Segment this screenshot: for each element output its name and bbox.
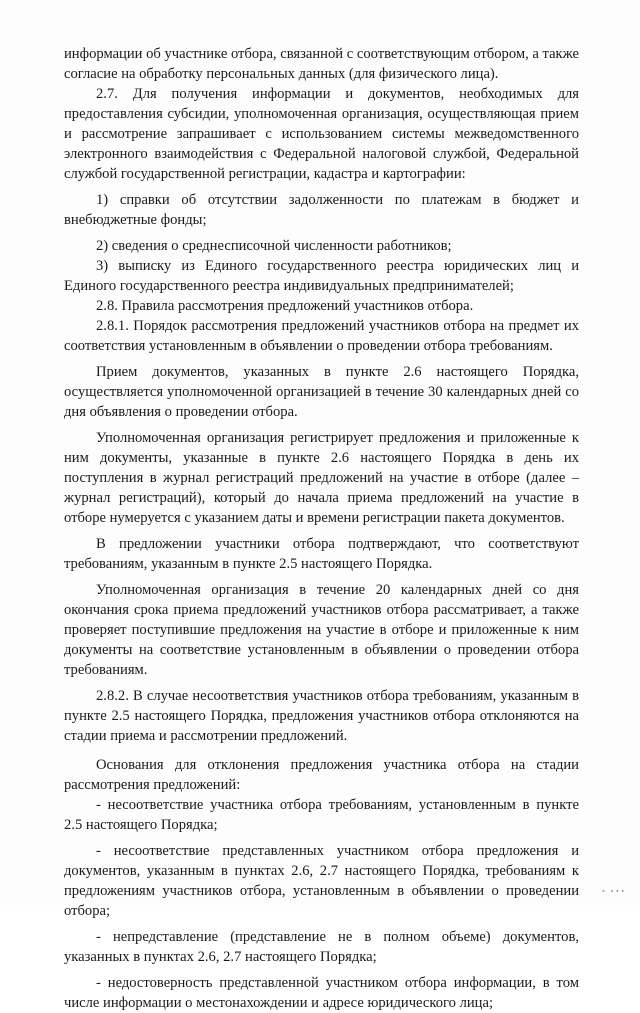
list-item-noncompliance-documents: - несоответствие представленных участником отбора предложения и документов, указанным в пунктах 2.6, 2.7 настоящего Порядка, требованиям к предложениям участников отбора, установленным в объявлении о проведении отбора; — [64, 843, 579, 919]
paragraph-rejection-grounds: Основания для отклонения предложения участника отбора на стадии рассмотрения предложений: — [64, 757, 579, 793]
paragraph-2-8: 2.8. Правила рассмотрения предложений участников отбора. — [96, 298, 474, 314]
paragraph-2-8-2: 2.8.2. В случае несоответствия участников отбора требованиям, указанным в пункте 2.5 настоящего Порядка, предложения участников отбора отклоняются на стадии приема и рассмотрении предложений. — [64, 688, 579, 744]
paragraph-review-period: Уполномоченная организация в течение 20 календарных дней со дня окончания срока приема предложений участников отбора рассматривает, а также проверяет поступившие предложения на участие в отборе и приложенные к ним документы на соответствие установленным в объявлении о проведении отбора требованиям. — [64, 582, 579, 678]
list-item-nonsubmission: - непредставление (представление не в полном объеме) документов, указанных в пунктах 2.6, 2.7 настоящего Порядка; — [64, 929, 579, 965]
scan-corner-mark: ∙ ∙∙∙ — [601, 887, 626, 895]
list-item-registry-extract: 3) выписку из Единого государственного реестра юридических лиц и Единого государственного реестра индивидуальных предпринимателей; — [64, 258, 579, 294]
paragraph-consent: информации об участнике отбора, связанной с соответствующим отбором, а также согласие на обработку персональных данных (для физического лица). — [64, 46, 579, 82]
paragraph-registration: Уполномоченная организация регистрирует предложения и приложенные к ним документы, указанные в пункте 2.6 настоящего Порядка в день их поступления в журнал регистраций предложений на участие в отборе (далее – журнал регистраций), который до начала приема предложений на участие в отборе нумеруется с указанием даты и времени регистрации пакета документов. — [64, 430, 579, 526]
list-item-inaccuracy: - недостоверность представленной участником отбора информации, в том числе информации о местонахождении и адресе юридического лица; — [64, 975, 579, 1011]
paragraph-2-8-1: 2.8.1. Порядок рассмотрения предложений участников отбора на предмет их соответствия установленным в объявлении о проведении отбора требованиям. — [64, 318, 579, 354]
list-item-certificates: 1) справки об отсутствии задолженности по платежам в бюджет и внебюджетные фонды; — [64, 192, 579, 228]
list-item-noncompliance-requirements: - несоответствие участника отбора требованиям, установленным в пункте 2.5 настоящего Порядка; — [64, 797, 579, 833]
document-text — [64, 44, 579, 1013]
list-item-employees: 2) сведения о среднесписочной численности работников; — [96, 238, 452, 254]
paragraph-document-intake: Прием документов, указанных в пункте 2.6 настоящего Порядка, осуществляется уполномоченной организацией в течение 30 календарных дней со дня объявления о проведении отбора. — [64, 364, 579, 420]
paragraph-confirmation: В предложении участники отбора подтверждают, что соответствуют требованиям, указанным в пункте 2.5 настоящего Порядка. — [64, 536, 579, 572]
paragraph-2-7: 2.7. Для получения информации и документов, необходимых для предоставления субсидии, уполномоченная организация, осуществляющая прием и рассмотрение запрашивает с использованием системы межведомственного электронного взаимодействия с Федеральной налоговой службой, Федеральной службой государственной регистрации, кадастра и картографии: — [64, 86, 579, 182]
